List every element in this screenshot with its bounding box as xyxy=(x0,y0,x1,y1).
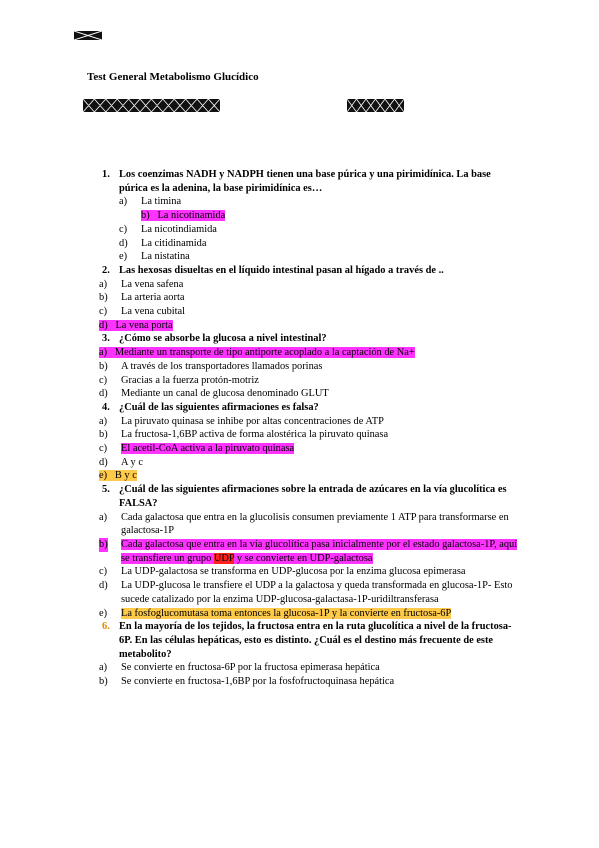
page-title: Test General Metabolismo Glucídico xyxy=(87,71,259,83)
answer-option-highlighted: b) La nicotinamida xyxy=(141,210,226,222)
answer-option: c) Gracias a la fuerza protón-motriz xyxy=(99,374,259,386)
answer-option-highlighted: e) B y c xyxy=(99,470,137,482)
question-text: ¿Cómo se absorbe la glucosa a nivel intestinal? xyxy=(119,333,327,345)
question-number: 1. xyxy=(102,169,110,180)
answer-option: a) La vena safena xyxy=(99,278,184,290)
question-list xyxy=(99,168,519,689)
question-text: En la mayoría de los tejidos, la fructosa entra en la ruta glucolítica a nivel de la fructosa-6P. En las células hepáticas, esto es distinto. ¿Cuál es el destino más frecuente de este metabolito? xyxy=(119,621,512,660)
question-number: 2. xyxy=(102,264,110,276)
udp-mark: UDP xyxy=(213,552,235,564)
answer-option: d) La UDP-glucosa le transfiere el UDP a la galactosa y queda transformada en glucosa-1P- Esto sucede catalizado por la enzima UDP-glucosa-galactasa-1P-uridiltransferasa xyxy=(99,580,513,605)
question-3 xyxy=(99,332,519,346)
answer-option: d) A y c xyxy=(99,456,143,468)
answer-option: a) Cada galactosa que entra en la glucolisis consumen previamente 1 ATP para transformarse en galactosa-1P xyxy=(99,511,509,537)
answer-option: b) Se convierte en fructosa-1,6BP por la fosfofructoquinasa hepática xyxy=(99,676,395,688)
answer-option-highlighted: e) La fosfoglucomutasa toma entonces la glucosa-1P y la convierte en fructosa-6P xyxy=(99,607,452,619)
answer-option: d) Mediante un canal de glucosa denominado GLUT xyxy=(99,388,329,400)
question-1 xyxy=(99,168,519,195)
answer-option: a) La timina xyxy=(119,196,182,208)
question-number: 4. xyxy=(102,401,110,413)
answer-option: c) La UDP-galactosa se transforma en UDP-glucosa por la enzima glucosa epimerasa xyxy=(99,566,466,578)
answer-option: b) La arteria aorta xyxy=(99,292,185,304)
question-number: 3. xyxy=(102,333,110,345)
question-2 xyxy=(99,264,519,278)
question-5 xyxy=(99,483,519,510)
question-6 xyxy=(99,620,519,661)
question-4 xyxy=(99,401,519,415)
answer-option: b) La fructosa-1,6BP activa de forma alostérica la piruvato quinasa xyxy=(99,429,389,441)
question-number: 6. xyxy=(102,621,110,633)
question-number: 5. xyxy=(102,484,110,496)
answer-option: c) La nicotindiamida xyxy=(119,223,217,235)
answer-option: e) La nistatina xyxy=(119,251,190,263)
answer-option: d) La citidinamida xyxy=(119,237,207,249)
answer-option: c) La vena cubital xyxy=(99,306,186,318)
answer-option-highlighted: d) La vena porta xyxy=(99,319,173,331)
answer-option-highlighted: c) El acetil-CoA activa a la piruvato quinasa xyxy=(99,443,295,455)
question-text: ¿Cuál de las siguientes afirmaciones sobre la entrada de azúcares en la vía glucolítica es FALSA? xyxy=(119,484,507,509)
redacted-field-right xyxy=(347,99,404,112)
redacted-logo xyxy=(74,31,102,40)
answer-option: b) A través de los transportadores llamados porinas xyxy=(99,360,323,372)
answer-option-highlighted: a) Mediante un transporte de tipo antiporte acoplado a la captación de Na+ xyxy=(99,347,415,359)
question-text: ¿Cuál de las siguientes afirmaciones es falsa? xyxy=(119,401,319,413)
answer-option: a) Se convierte en fructosa-6P por la fructosa epimerasa hepática xyxy=(99,662,380,674)
question-text: Las hexosas disueltas en el líquido intestinal pasan al hígado a través de .. xyxy=(119,264,444,276)
answer-option: a) La piruvato quinasa se inhibe por altas concentraciones de ATP xyxy=(99,415,384,427)
answer-option-highlighted: b) Cada galactosa que entra en la vía glucolítica pasa inicialmente por el estado galactosa-1P, aquí se transfiere un grupo UDP y se convierte en UDP-galactosa xyxy=(99,538,518,564)
question-text: Los coenzimas NADH y NADPH tienen una base púrica y una pirimidínica. La base púrica es la adenina, la base pirimidínica es… xyxy=(119,169,491,194)
redacted-field-left xyxy=(83,99,220,112)
